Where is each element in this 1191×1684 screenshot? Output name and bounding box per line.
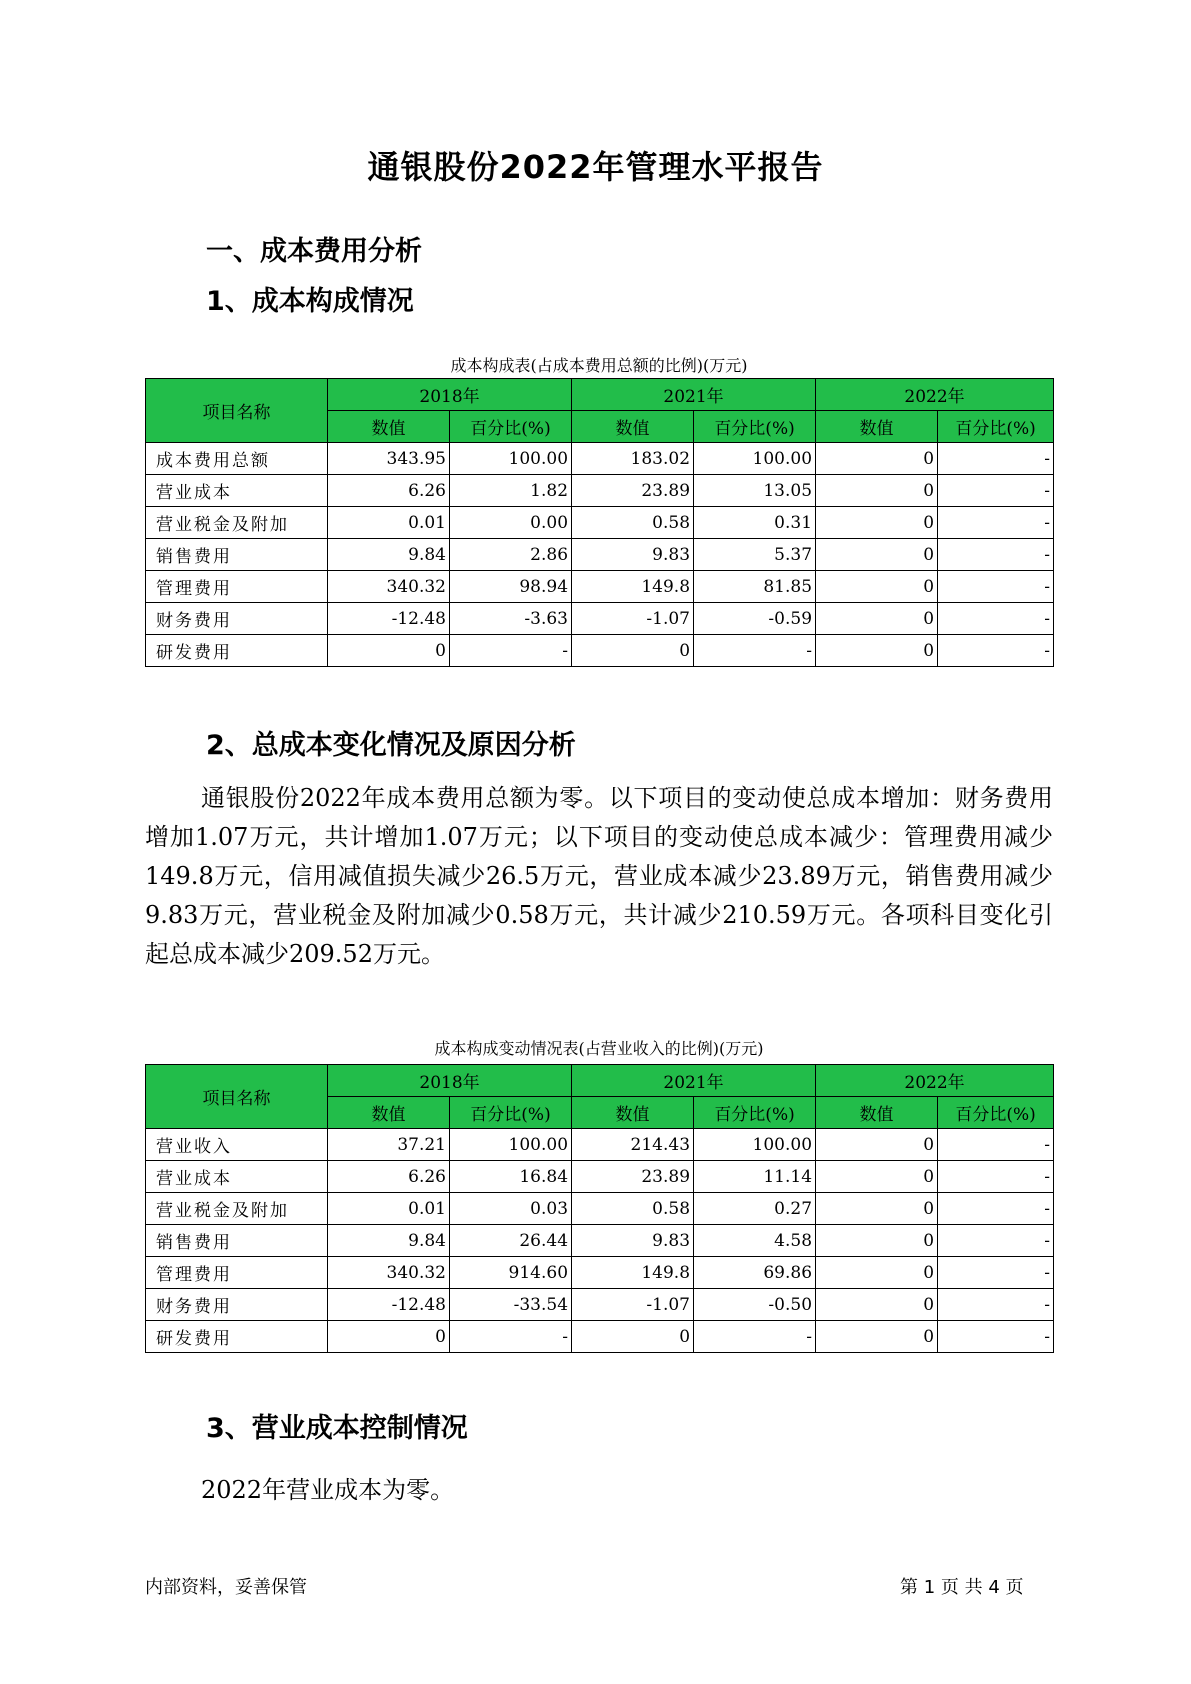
table-cell: 0.58 xyxy=(572,507,694,539)
header-value: 数值 xyxy=(572,411,694,443)
table-cell: 149.8 xyxy=(572,571,694,603)
header-percent: 百分比(%) xyxy=(450,1097,572,1129)
table-cell: 343.95 xyxy=(328,443,450,475)
row-label: 研发费用 xyxy=(146,635,328,667)
subsection-heading-1: 1、成本构成情况 xyxy=(206,286,414,317)
table-cell: - xyxy=(938,1193,1054,1225)
table-cell: 0.27 xyxy=(694,1193,816,1225)
table2-caption: 成本构成变动情况表(占营业收入的比例)(万元) xyxy=(434,1039,764,1058)
section-heading: 一、成本费用分析 xyxy=(206,236,422,267)
table-cell: 0 xyxy=(572,635,694,667)
table-cell: 0 xyxy=(816,1161,938,1193)
header-value: 数值 xyxy=(572,1097,694,1129)
row-label: 营业收入 xyxy=(146,1129,328,1161)
table-cell: 0 xyxy=(816,635,938,667)
table-cell: - xyxy=(938,1129,1054,1161)
table-cell: 0 xyxy=(816,1257,938,1289)
table-cell: 0.01 xyxy=(328,507,450,539)
row-label: 成本费用总额 xyxy=(146,443,328,475)
table-cell: 1.82 xyxy=(450,475,572,507)
table-cell: -3.63 xyxy=(450,603,572,635)
table-cell: 0.58 xyxy=(572,1193,694,1225)
table-cell: - xyxy=(938,1289,1054,1321)
table-cell: 914.60 xyxy=(450,1257,572,1289)
table-cell: 100.00 xyxy=(694,443,816,475)
table-cell: 11.14 xyxy=(694,1161,816,1193)
cost-structure-table xyxy=(145,378,1054,667)
table-cell: 0 xyxy=(816,539,938,571)
table-cell: 69.86 xyxy=(694,1257,816,1289)
table-cell: 0 xyxy=(816,1129,938,1161)
row-label: 营业成本 xyxy=(146,1161,328,1193)
table-cell: -1.07 xyxy=(572,603,694,635)
row-label: 管理费用 xyxy=(146,571,328,603)
cost-change-table xyxy=(145,1064,1054,1353)
page-title: 通银股份2022年管理水平报告 xyxy=(367,148,824,186)
header-percent: 百分比(%) xyxy=(450,411,572,443)
table-cell: - xyxy=(938,539,1054,571)
subsection-heading-3: 3、营业成本控制情况 xyxy=(206,1413,468,1444)
table-cell: 81.85 xyxy=(694,571,816,603)
header-percent: 百分比(%) xyxy=(938,1097,1054,1129)
table-row xyxy=(146,571,1054,603)
table-cell: 149.8 xyxy=(572,1257,694,1289)
table-cell: 6.26 xyxy=(328,1161,450,1193)
table-cell: 0 xyxy=(572,1321,694,1353)
header-year: 2021年 xyxy=(572,1065,816,1097)
table-row xyxy=(146,1289,1054,1321)
table-cell: 16.84 xyxy=(450,1161,572,1193)
header-value: 数值 xyxy=(816,1097,938,1129)
table-cell: 37.21 xyxy=(328,1129,450,1161)
table-cell: - xyxy=(938,475,1054,507)
table-row xyxy=(146,1129,1054,1161)
table-row xyxy=(146,635,1054,667)
header-year: 2018年 xyxy=(328,379,572,411)
operating-cost-text: 2022年营业成本为零。 xyxy=(201,1476,455,1504)
table-cell: 9.84 xyxy=(328,539,450,571)
table-cell: 0.01 xyxy=(328,1193,450,1225)
header-percent: 百分比(%) xyxy=(694,411,816,443)
table-cell: 0 xyxy=(816,603,938,635)
table-cell: - xyxy=(938,1161,1054,1193)
row-label: 研发费用 xyxy=(146,1321,328,1353)
footer-confidential: 内部资料，妥善保管 xyxy=(145,1577,307,1598)
table-cell: 0 xyxy=(816,507,938,539)
table-cell: 0.00 xyxy=(450,507,572,539)
table-row xyxy=(146,1257,1054,1289)
table-cell: 0 xyxy=(328,1321,450,1353)
table-cell: 4.58 xyxy=(694,1225,816,1257)
header-item-name: 项目名称 xyxy=(146,1065,328,1129)
table-cell: -12.48 xyxy=(328,603,450,635)
table-cell: - xyxy=(450,1321,572,1353)
table-cell: 340.32 xyxy=(328,571,450,603)
table-cell: 26.44 xyxy=(450,1225,572,1257)
header-value: 数值 xyxy=(328,1097,450,1129)
table-cell: -12.48 xyxy=(328,1289,450,1321)
table-cell: - xyxy=(938,507,1054,539)
table-row xyxy=(146,539,1054,571)
table-cell: 0.03 xyxy=(450,1193,572,1225)
table-cell: 23.89 xyxy=(572,475,694,507)
table-cell: 100.00 xyxy=(450,443,572,475)
header-item-name: 项目名称 xyxy=(146,379,328,443)
table-cell: 2.86 xyxy=(450,539,572,571)
table-cell: 0 xyxy=(816,475,938,507)
row-label: 管理费用 xyxy=(146,1257,328,1289)
table-row xyxy=(146,1225,1054,1257)
table-cell: - xyxy=(938,1225,1054,1257)
table-row xyxy=(146,1321,1054,1353)
table-row xyxy=(146,507,1054,539)
table-cell: - xyxy=(694,635,816,667)
table-cell: -0.59 xyxy=(694,603,816,635)
table-cell: 0.31 xyxy=(694,507,816,539)
table-row xyxy=(146,475,1054,507)
table-row xyxy=(146,603,1054,635)
table-cell: - xyxy=(938,443,1054,475)
table-cell: 9.84 xyxy=(328,1225,450,1257)
row-label: 销售费用 xyxy=(146,1225,328,1257)
table-row xyxy=(146,1161,1054,1193)
row-label: 财务费用 xyxy=(146,1289,328,1321)
analysis-paragraph: 通银股份2022年成本费用总额为零。以下项目的变动使总成本增加：财务费用增加1.07万元，共计增加1.07万元；以下项目的变动使总成本减少：管理费用减少149.8万元，信用减值损失减少26.5万元，营业成本减少23.89万元，销售费用减少9.83万元，营业税金及附加减少0.58万元，共计减少210.59万元。各项科目变化引起总成本减少209.52万元。 xyxy=(145,784,1053,968)
footer-page-number: 第 1 页 共 4 页 xyxy=(900,1577,1024,1598)
row-label: 营业税金及附加 xyxy=(146,507,328,539)
table-cell: 0 xyxy=(816,571,938,603)
table-cell: 0 xyxy=(816,1193,938,1225)
subsection-heading-2: 2、总成本变化情况及原因分析 xyxy=(206,730,576,761)
table-cell: 340.32 xyxy=(328,1257,450,1289)
header-percent: 百分比(%) xyxy=(694,1097,816,1129)
table-cell: 98.94 xyxy=(450,571,572,603)
table-cell: - xyxy=(938,635,1054,667)
header-percent: 百分比(%) xyxy=(938,411,1054,443)
table-cell: - xyxy=(938,603,1054,635)
table-row xyxy=(146,1193,1054,1225)
header-year: 2018年 xyxy=(328,1065,572,1097)
table-cell: 0 xyxy=(816,443,938,475)
header-value: 数值 xyxy=(328,411,450,443)
table-cell: 100.00 xyxy=(694,1129,816,1161)
row-label: 财务费用 xyxy=(146,603,328,635)
row-label: 营业税金及附加 xyxy=(146,1193,328,1225)
table-cell: - xyxy=(938,1257,1054,1289)
header-year: 2021年 xyxy=(572,379,816,411)
table-row xyxy=(146,443,1054,475)
table-cell: - xyxy=(938,1321,1054,1353)
table-cell: 0 xyxy=(816,1225,938,1257)
table-cell: 6.26 xyxy=(328,475,450,507)
table-cell: -33.54 xyxy=(450,1289,572,1321)
table-cell: 9.83 xyxy=(572,1225,694,1257)
table-cell: - xyxy=(938,571,1054,603)
table-cell: -0.50 xyxy=(694,1289,816,1321)
table-cell: 13.05 xyxy=(694,475,816,507)
header-year: 2022年 xyxy=(816,379,1054,411)
table-cell: 0 xyxy=(816,1289,938,1321)
table-cell: 5.37 xyxy=(694,539,816,571)
table-cell: - xyxy=(450,635,572,667)
table-cell: 183.02 xyxy=(572,443,694,475)
header-year: 2022年 xyxy=(816,1065,1054,1097)
table-cell: 0 xyxy=(328,635,450,667)
table-cell: 100.00 xyxy=(450,1129,572,1161)
table-cell: - xyxy=(694,1321,816,1353)
table-cell: 23.89 xyxy=(572,1161,694,1193)
table-cell: 9.83 xyxy=(572,539,694,571)
table-cell: 0 xyxy=(816,1321,938,1353)
table-cell: 214.43 xyxy=(572,1129,694,1161)
header-value: 数值 xyxy=(816,411,938,443)
row-label: 营业成本 xyxy=(146,475,328,507)
table1-caption: 成本构成表(占成本费用总额的比例)(万元) xyxy=(450,356,748,375)
row-label: 销售费用 xyxy=(146,539,328,571)
table-cell: -1.07 xyxy=(572,1289,694,1321)
